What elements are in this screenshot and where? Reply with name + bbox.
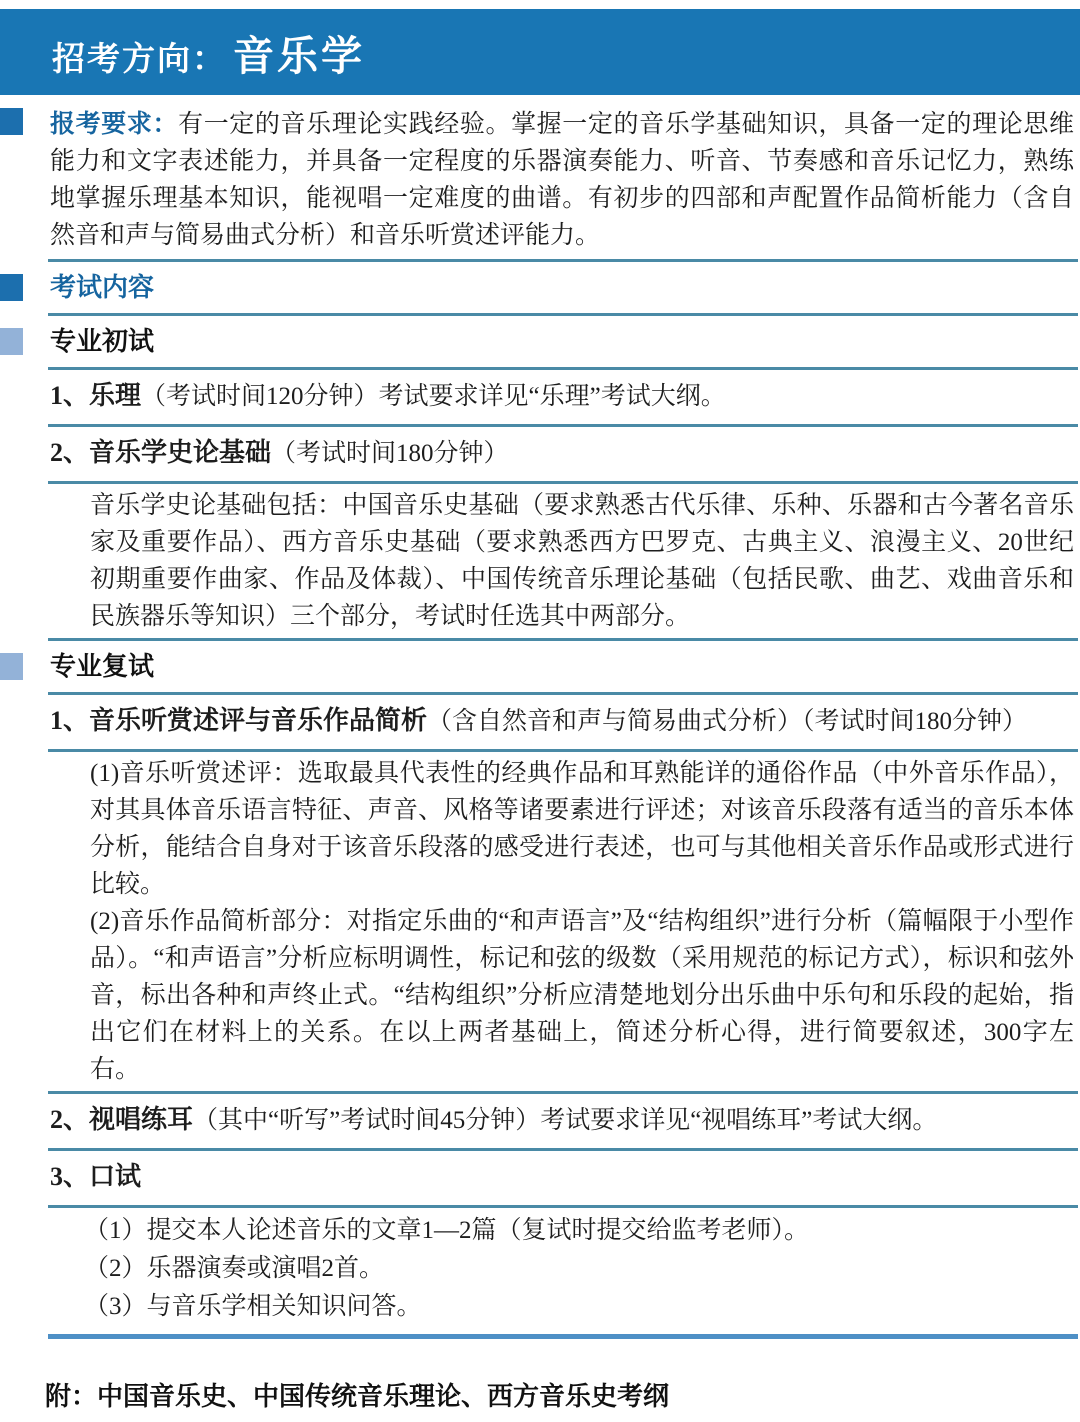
retest-heading: 专业复试 bbox=[50, 651, 155, 681]
requirements-paragraph bbox=[50, 106, 1074, 254]
item-text: （其中“听写”考试时间45分钟）考试要求详见“视唱练耳”考试大纲。 bbox=[193, 1107, 938, 1134]
appendix-note-row bbox=[0, 1381, 1080, 1411]
document-page bbox=[0, 9, 1080, 1422]
item-title: 1、音乐听赏述评与音乐作品简析 bbox=[50, 706, 428, 735]
detail-paragraph-2: (2)音乐作品简析部分：对指定乐曲的“和声语言”及“结构组织”进行分析（篇幅限于小型作品）。“和声语言”分析应标明调性，标记和弦的级数（采用规范的标记方式），标识和弦外音，标出各种和声终止式。“结构组织”分析应清楚地划分出乐曲中乐句和乐段的起始，指出它们在材料上的关系。在以上两者基础上，简述分析心得，进行简要叙述，300字左右。 bbox=[90, 908, 1074, 1083]
item-title: 3、口试 bbox=[50, 1162, 142, 1191]
section-marker-light-icon bbox=[0, 328, 23, 355]
section-marker-dark-icon bbox=[0, 274, 23, 301]
retest-heading-row bbox=[0, 641, 1080, 692]
preliminary-heading-row bbox=[0, 316, 1080, 367]
divider-thick bbox=[48, 1334, 1078, 1339]
oral-exam-list bbox=[0, 1208, 1080, 1334]
list-item: （3）与音乐学相关知识问答。 bbox=[84, 1293, 422, 1320]
requirements-text: 有一定的音乐理论实践经验。掌握一定的音乐学基础知识，具备一定的理论思维能力和文字表述能力，并具备一定程度的乐器演奏能力、听音、节奏感和音乐记忆力，熟练地掌握乐理基本知识，能视唱一定难度的曲谱。有初步的四部和声配置作品简析能力（含自然音和声与简易曲式分析）和音乐听赏述评能力。 bbox=[50, 111, 1074, 249]
item-line bbox=[50, 1163, 1074, 1192]
preliminary-item-history-theory-detail bbox=[0, 484, 1080, 638]
list-item: （1）提交本人论述音乐的文章1—2篇（复试时提交给监考老师）。 bbox=[84, 1217, 810, 1244]
retest-item-oral-exam bbox=[0, 1151, 1080, 1205]
appendix-note: 附：中国音乐史、中国传统音乐理论、西方音乐史考纲 bbox=[45, 1381, 670, 1411]
detail-paragraph: 音乐学史论基础包括：中国音乐史基础（要求熟悉古代乐律、乐种、乐器和古今著名音乐家及重要作品）、西方音乐史基础（要求熟悉西方巴罗克、古典主义、浪漫主义、20世纪初期重要作曲家、作品及体裁）、中国传统音乐理论基础（包括民歌、曲艺、戏曲音乐和民族器乐等知识）三个部分，考试时任选其中两部分。 bbox=[90, 492, 1074, 630]
retest-item-listening-review-detail bbox=[0, 752, 1080, 1091]
page-title bbox=[52, 23, 365, 82]
item-line bbox=[50, 439, 1074, 468]
list-item: （2）乐器演奏或演唱2首。 bbox=[84, 1255, 385, 1282]
exam-content-heading-row bbox=[0, 262, 1080, 313]
page-header-bar bbox=[0, 9, 1080, 95]
retest-item-listening-review bbox=[0, 695, 1080, 749]
item-line bbox=[50, 1106, 1074, 1135]
detail-paragraph-1: (1)音乐听赏述评：选取最具代表性的经典作品和耳熟能详的通俗作品（中外音乐作品），对其具体音乐语言特征、声音、风格等诸要素进行评述；对该音乐段落有适当的音乐本体分析，能结合自身对于该音乐段落的感受进行表述，也可与其他相关音乐作品或形式进行比较。 bbox=[90, 760, 1074, 898]
item-title: 1、乐理 bbox=[50, 381, 142, 410]
section-marker-light-icon bbox=[0, 653, 23, 680]
item-line bbox=[50, 707, 1074, 736]
section-marker-dark-icon bbox=[0, 108, 23, 135]
page-title-label: 招考方向： bbox=[52, 39, 227, 77]
retest-item-sight-singing bbox=[0, 1094, 1080, 1148]
requirements-label: 报考要求： bbox=[50, 110, 179, 138]
item-title: 2、音乐学史论基础 bbox=[50, 438, 272, 467]
item-text: （考试时间120分钟）考试要求详见“乐理”考试大纲。 bbox=[141, 383, 726, 410]
requirements-section bbox=[0, 95, 1080, 259]
preliminary-item-history-theory bbox=[0, 427, 1080, 481]
exam-content-heading: 考试内容 bbox=[50, 272, 155, 302]
item-text: （含自然音和声与简易曲式分析）（考试时间180分钟） bbox=[427, 708, 1028, 735]
preliminary-item-music-theory bbox=[0, 370, 1080, 424]
page-title-direction: 音乐学 bbox=[233, 32, 365, 79]
item-text: （考试时间180分钟） bbox=[271, 440, 509, 467]
item-line bbox=[50, 382, 1074, 411]
item-title: 2、视唱练耳 bbox=[50, 1105, 194, 1134]
preliminary-heading: 专业初试 bbox=[50, 326, 155, 356]
